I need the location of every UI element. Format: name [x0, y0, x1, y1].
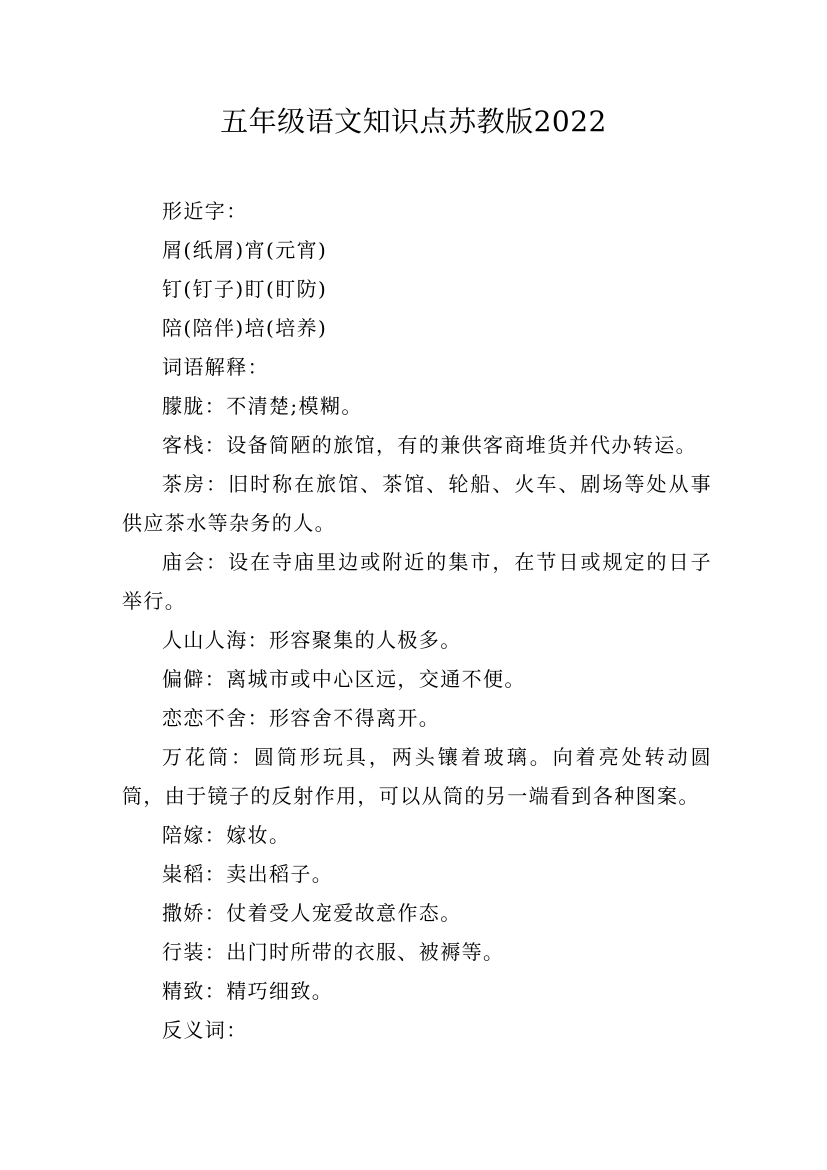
paragraph-chafang: 茶房：旧时称在旅馆、茶馆、轮船、火车、剧场等处从事供应茶水等杂务的人。: [122, 472, 712, 535]
paragraph-sajiao: 撒娇：仗着受人宠爱故意作态。: [162, 901, 462, 925]
paragraph-menglong: 朦胧：不清楚;模糊。: [162, 394, 363, 418]
paragraph-antonyms-heading: 反义词：: [162, 1018, 248, 1042]
paragraph-kezhan: 客栈：设备简陋的旅馆，有的兼供客商堆货并代办转运。: [162, 433, 697, 457]
paragraph-jingzhi: 精致：精巧细致。: [162, 979, 334, 1003]
paragraph-word-explanation-heading: 词语解释：: [162, 355, 269, 379]
paragraph-lianlianbushe: 恋恋不舍：形容舍不得离开。: [162, 706, 441, 730]
paragraph-xie-xiao: 屑(纸屑)宵(元宵): [162, 238, 328, 262]
paragraph-peijia: 陪嫁：嫁妆。: [162, 823, 291, 847]
paragraph-ding-ding: 钉(钉子)盯(盯防): [162, 277, 328, 301]
paragraph-pei-pei: 陪(陪伴)培(培养): [162, 316, 328, 340]
paragraph-pianpi: 偏僻：离城市或中心区远，交通不便。: [162, 667, 526, 691]
paragraph-renshanrenhai: 人山人海：形容聚集的人极多。: [162, 628, 462, 652]
paragraph-tiaodao: 粜稻：卖出稻子。: [162, 862, 334, 886]
paragraph-wanhuatong: 万花筒：圆筒形玩具，两头镶着玻璃。向着亮处转动圆筒，由于镜子的反射作用，可以从筒的另一端看到各种图案。: [122, 745, 712, 808]
document-title: 五年级语文知识点苏教版2022: [220, 105, 607, 138]
paragraph-miaohui: 庙会：设在寺庙里边或附近的集市，在节日或规定的日子举行。: [122, 550, 712, 613]
paragraph-xingzhuang: 行装：出门时所带的衣服、被褥等。: [162, 940, 505, 964]
document-body: [122, 192, 712, 1050]
paragraph-similar-chars-heading: 形近字：: [162, 199, 248, 223]
